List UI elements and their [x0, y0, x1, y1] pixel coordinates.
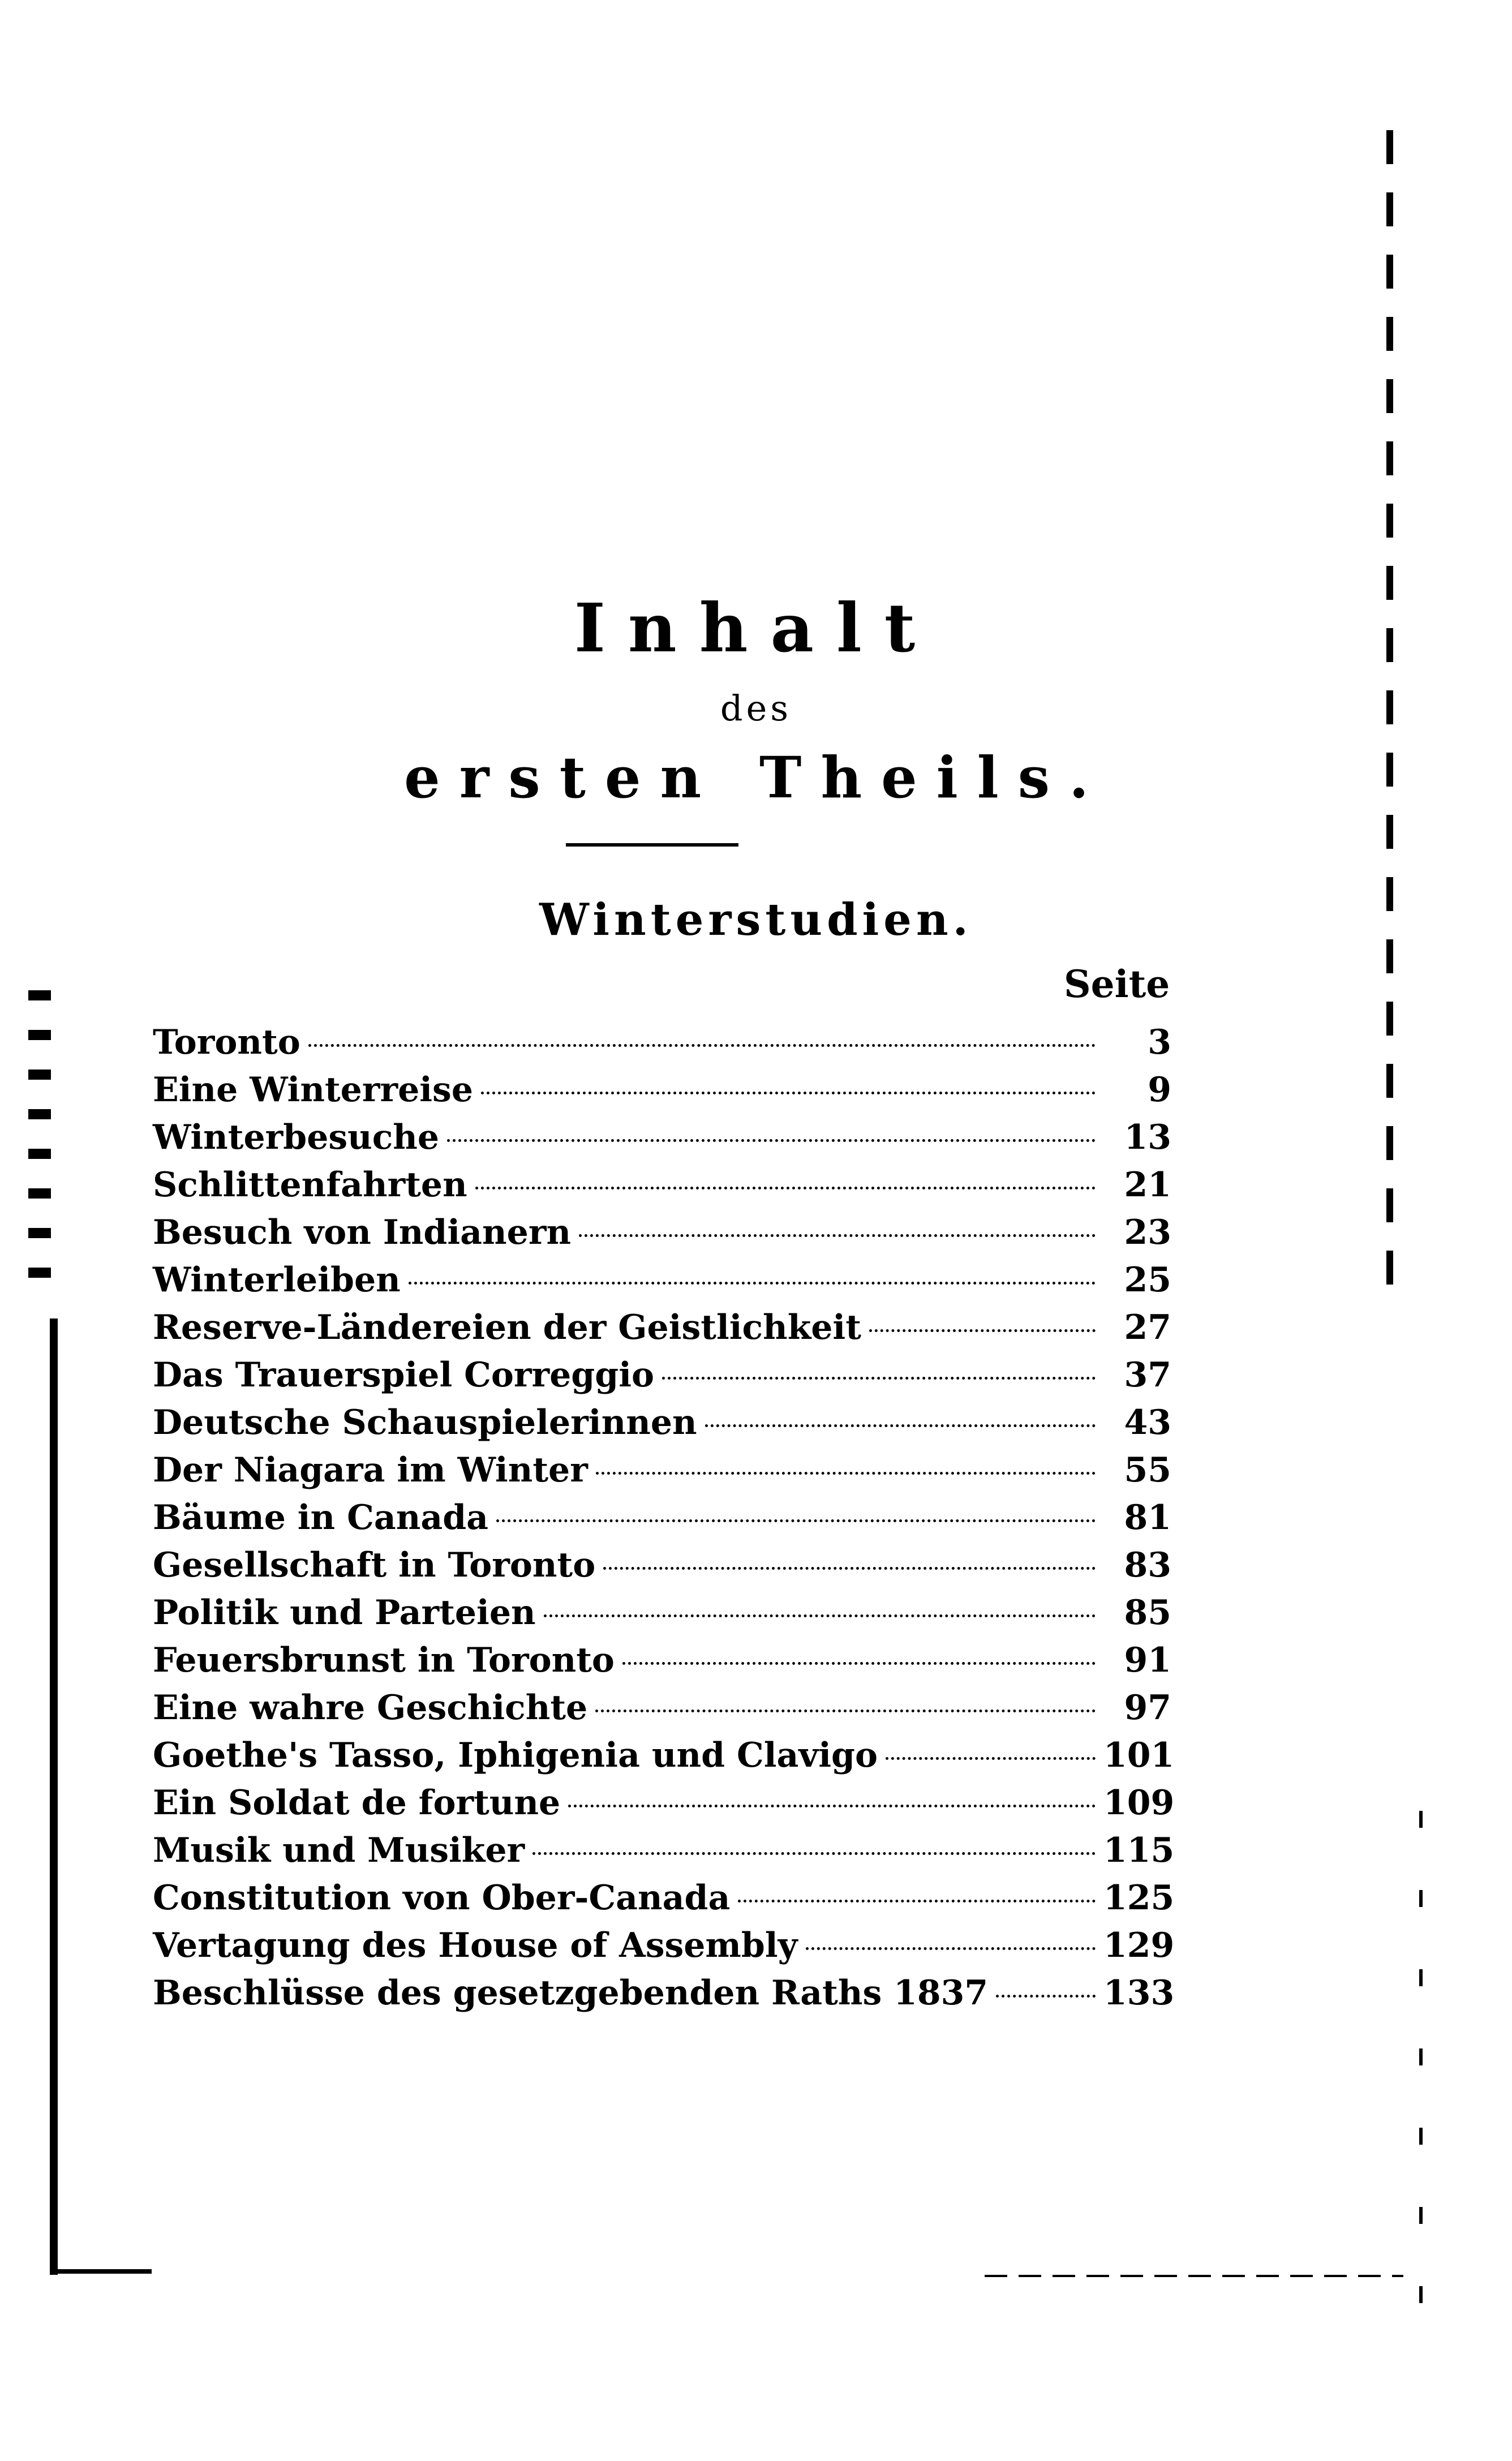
toc-dot-leader	[475, 1187, 1096, 1189]
toc-entry	[153, 1779, 1175, 1827]
scan-edge-bottom	[50, 2269, 152, 2274]
toc-entry-title: Feuersbrunst in Toronto	[153, 1640, 615, 1680]
toc-entry	[153, 1304, 1171, 1351]
toc-entry-page: 55	[1124, 1450, 1171, 1490]
toc-dot-leader	[532, 1852, 1096, 1855]
toc-entry-page: 21	[1124, 1165, 1171, 1205]
toc-entry-page: 91	[1124, 1640, 1171, 1680]
toc-entry-page: 83	[1124, 1545, 1171, 1585]
toc-entry-title: Winterleiben	[153, 1260, 401, 1300]
heading-title: Inhalt	[574, 589, 938, 667]
toc-entry-page: 3	[1148, 1023, 1171, 1062]
toc-entry-page: 13	[1124, 1118, 1171, 1157]
toc-entry-title: Vertagung des House of Assembly	[153, 1926, 798, 1965]
toc-entry	[153, 1969, 1175, 2017]
toc-entry-title: Besuch von Indianern	[153, 1213, 572, 1252]
toc-entry	[153, 1399, 1171, 1446]
heading-subtitle: des	[720, 688, 792, 729]
page-column-label: Seite	[1064, 962, 1170, 1006]
toc-entry-page: 37	[1124, 1355, 1171, 1395]
toc-entry-title: Toronto	[153, 1023, 300, 1062]
toc-entry-title: Musik und Musiker	[153, 1831, 525, 1870]
toc-dot-leader	[662, 1377, 1096, 1380]
toc-entry	[153, 1494, 1171, 1541]
toc-dot-leader	[447, 1139, 1096, 1142]
toc-dot-leader	[409, 1282, 1096, 1285]
toc-entry-page: 25	[1124, 1260, 1171, 1300]
toc-entry	[153, 1446, 1171, 1494]
toc-entry-title: Eine wahre Geschichte	[153, 1688, 588, 1728]
toc-entry-page: 129	[1103, 1926, 1175, 1965]
toc-entry	[153, 1732, 1175, 1779]
toc-entry	[153, 1684, 1171, 1732]
toc-entry-title: Goethe's Tasso, Iphigenia und Clavigo	[153, 1736, 878, 1775]
scan-edge-right-marks	[1419, 1811, 1423, 2320]
toc-dot-leader	[308, 1044, 1096, 1047]
toc-entry	[153, 1827, 1175, 1874]
toc-dot-leader	[886, 1757, 1096, 1760]
toc-entry-page: 115	[1103, 1831, 1175, 1870]
toc-dot-leader	[622, 1662, 1096, 1665]
toc-entry-page: 9	[1148, 1070, 1171, 1110]
toc-entry-title: Winterbesuche	[153, 1118, 440, 1157]
heading-divider	[566, 843, 738, 847]
toc-dot-leader	[595, 1710, 1096, 1712]
toc-dot-leader	[579, 1234, 1096, 1237]
scan-edge-bottom-dashes	[985, 2275, 1403, 2277]
toc-entry-title: Bäume in Canada	[153, 1498, 489, 1537]
toc-dot-leader	[481, 1092, 1096, 1094]
toc-entry-page: 101	[1103, 1736, 1175, 1775]
toc-entry	[153, 1351, 1171, 1399]
table-of-contents	[153, 1019, 1175, 2017]
toc-entry	[153, 1161, 1171, 1209]
toc-entry	[153, 1066, 1171, 1114]
toc-dot-leader	[996, 1995, 1096, 1998]
toc-entry-page: 109	[1103, 1783, 1175, 1823]
toc-dot-leader	[596, 1472, 1096, 1475]
toc-entry-page: 133	[1103, 1973, 1175, 2013]
toc-entry	[153, 1589, 1171, 1637]
toc-entry	[153, 1637, 1171, 1684]
toc-entry-title: Politik und Parteien	[153, 1593, 536, 1633]
toc-entry-title: Deutsche Schauspielerinnen	[153, 1403, 697, 1442]
toc-entry-title: Eine Winterreise	[153, 1070, 473, 1110]
toc-entry-page: 81	[1124, 1498, 1171, 1537]
toc-dot-leader	[603, 1567, 1096, 1570]
toc-entry-page: 43	[1124, 1403, 1171, 1442]
toc-entry-title: Der Niagara im Winter	[153, 1450, 588, 1490]
toc-dot-leader	[705, 1424, 1096, 1427]
toc-entry-title: Ein Soldat de fortune	[153, 1783, 561, 1823]
toc-entry-title: Gesellschaft in Toronto	[153, 1545, 596, 1585]
toc-dot-leader	[806, 1947, 1096, 1950]
toc-entry-page: 27	[1124, 1308, 1171, 1347]
toc-dot-leader	[869, 1329, 1096, 1332]
toc-entry-title: Constitution von Ober-Canada	[153, 1878, 731, 1918]
toc-entry	[153, 1874, 1175, 1922]
toc-entry-title: Reserve-Ländereien der Geistlichkeit	[153, 1308, 861, 1347]
section-title: Winterstudien.	[539, 894, 973, 946]
toc-dot-leader	[568, 1805, 1096, 1807]
toc-dot-leader	[496, 1519, 1096, 1522]
toc-entry	[153, 1209, 1171, 1256]
toc-entry-title: Schlittenfahrten	[153, 1165, 467, 1205]
scan-edge-left	[50, 1318, 58, 2275]
toc-entry	[153, 1922, 1175, 1969]
toc-entry-page: 97	[1124, 1688, 1171, 1728]
toc-entry	[153, 1256, 1171, 1304]
toc-entry-title: Beschlüsse des gesetzgebenden Raths 1837	[153, 1973, 989, 2013]
toc-dot-leader	[738, 1900, 1096, 1902]
toc-entry	[153, 1019, 1171, 1066]
toc-entry	[153, 1114, 1171, 1161]
toc-entry	[153, 1541, 1171, 1589]
heading-part: ersten Theils.	[404, 744, 1108, 811]
toc-entry-page: 125	[1103, 1878, 1175, 1918]
scan-edge-marks	[28, 990, 51, 1307]
toc-entry-page: 23	[1124, 1213, 1171, 1252]
toc-dot-leader	[544, 1614, 1096, 1617]
toc-entry-page: 85	[1124, 1593, 1171, 1633]
toc-entry-title: Das Trauerspiel Correggio	[153, 1355, 655, 1395]
